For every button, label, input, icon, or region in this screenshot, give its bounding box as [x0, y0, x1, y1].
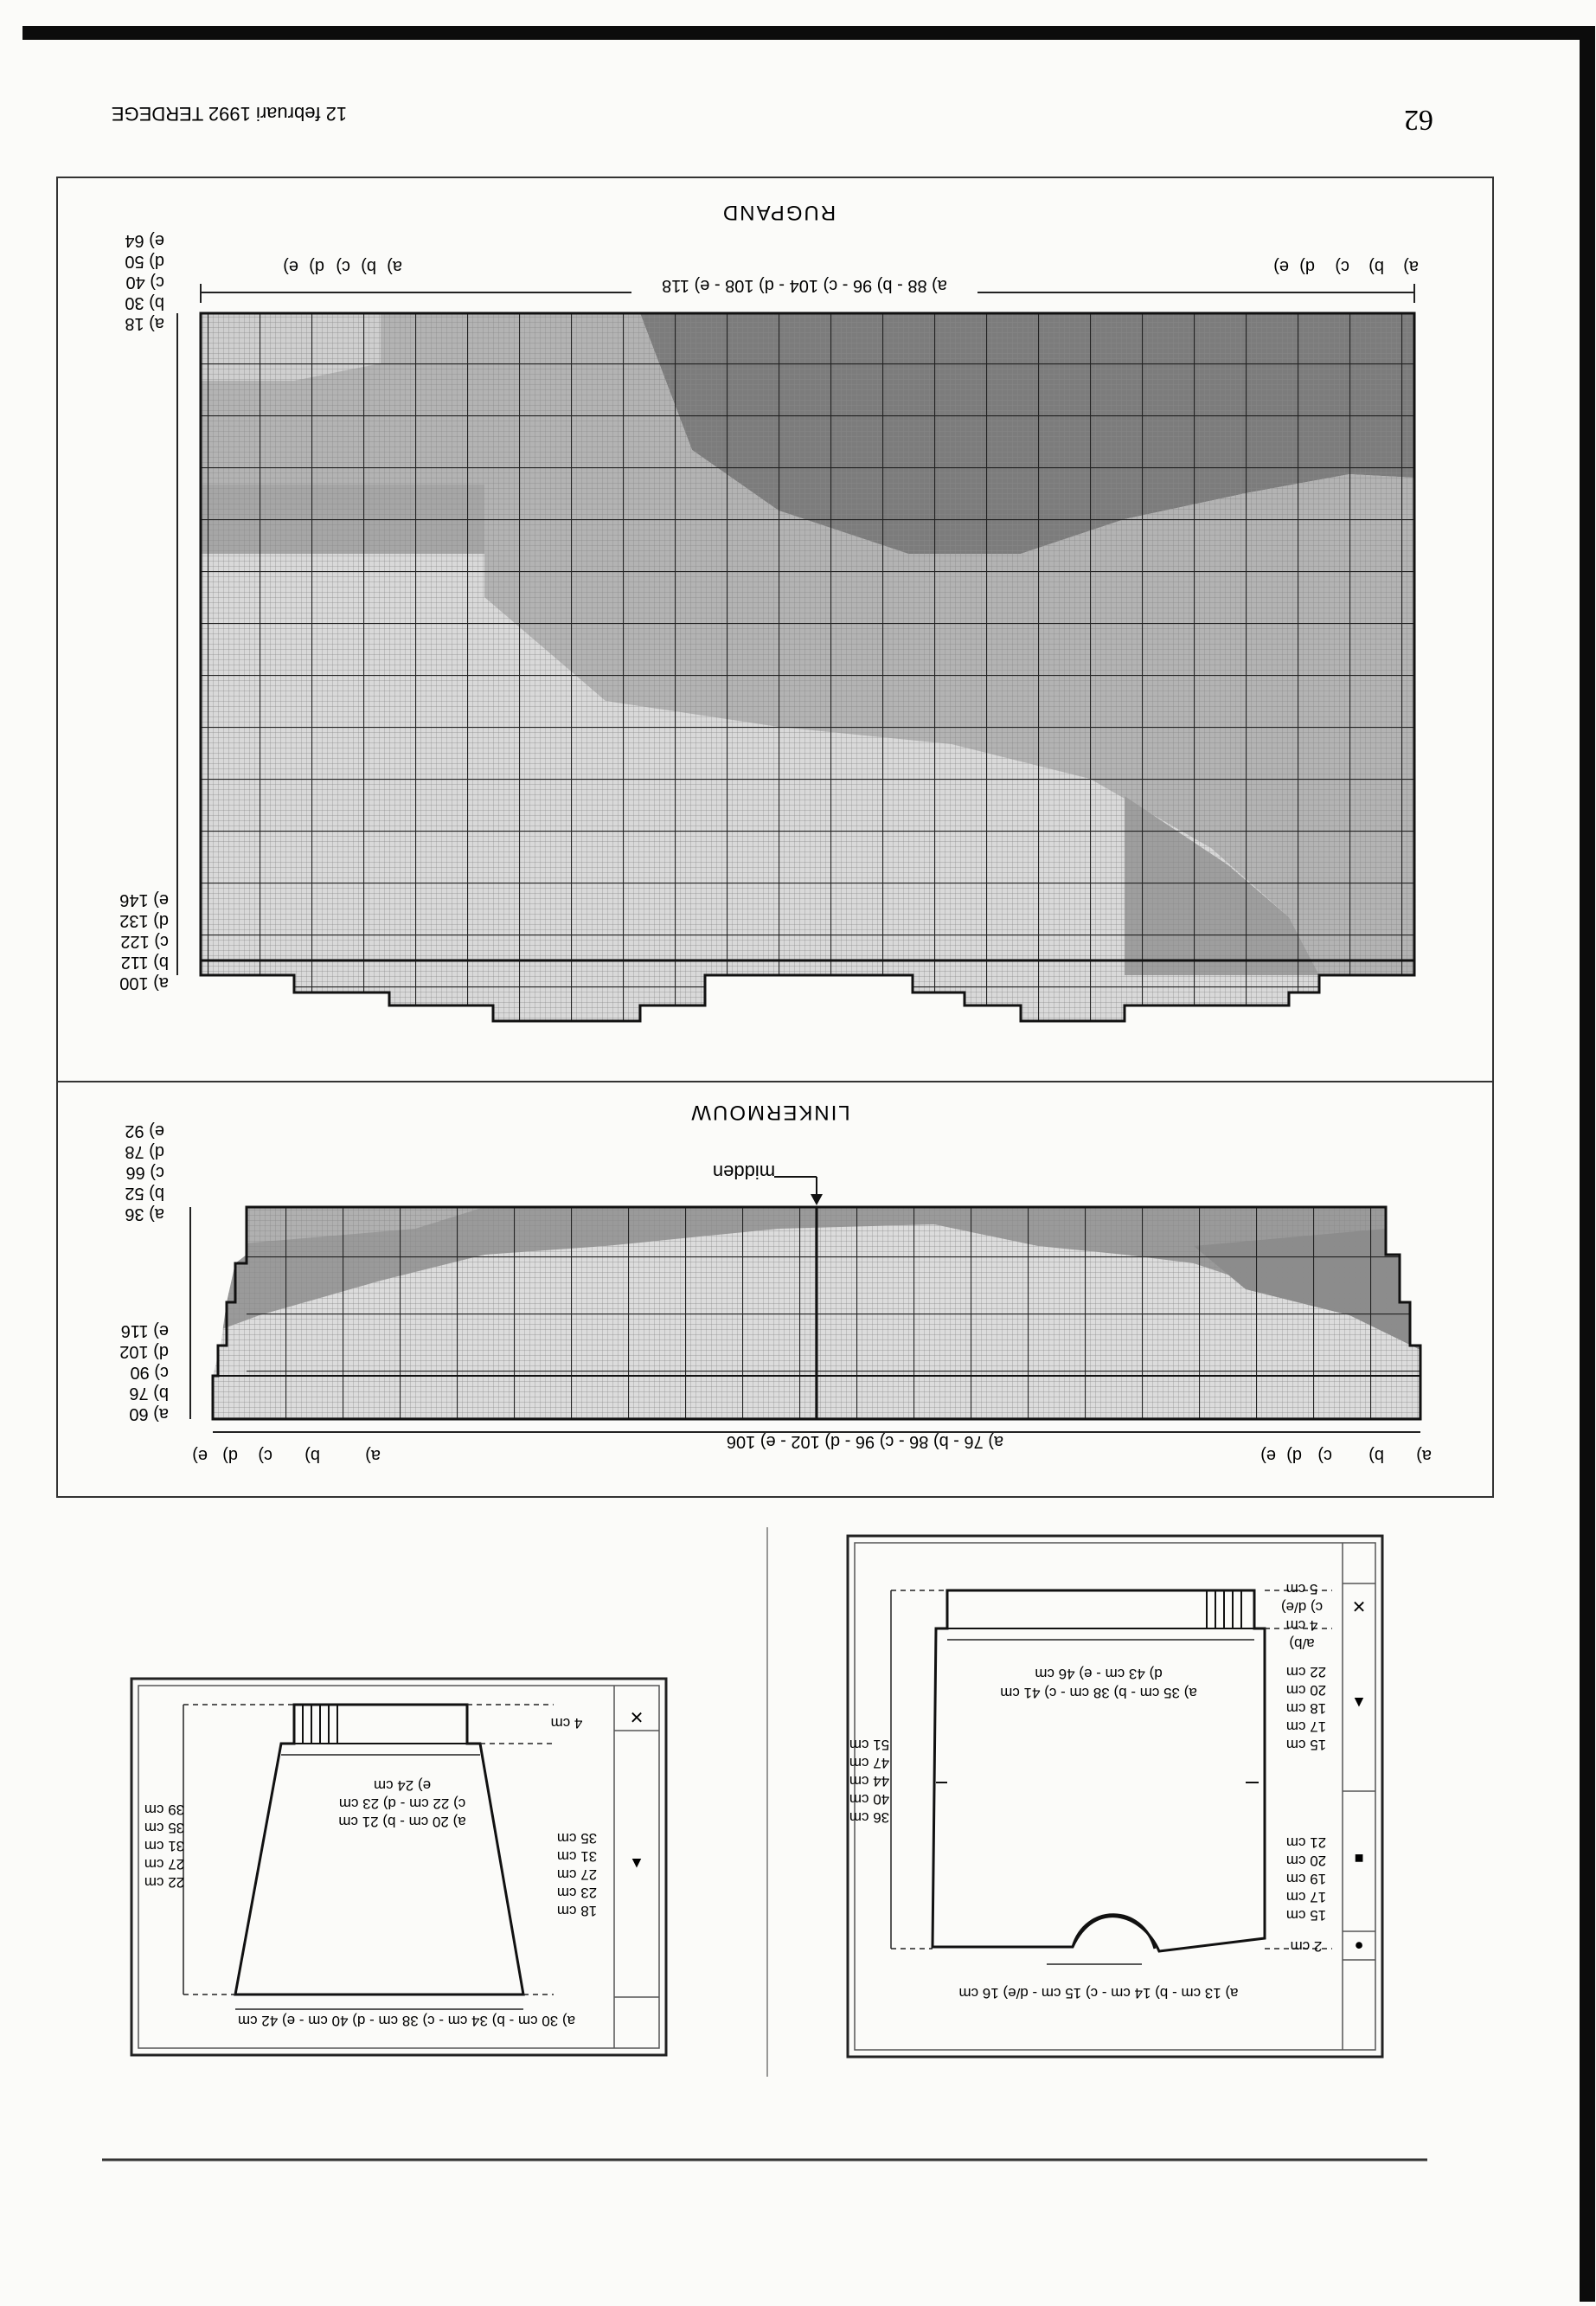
svg-text:21 cm: 21 cm — [1285, 1834, 1327, 1851]
svg-text:a) 35 cm - b) 38 cm - c) 41 cm: a) 35 cm - b) 38 cm - c) 41 cm — [1000, 1685, 1197, 1701]
svg-text:c) 66: c) 66 — [125, 1163, 164, 1182]
svg-text:e) 92: e) 92 — [125, 1121, 164, 1140]
svg-text:d) 102: d) 102 — [119, 1342, 169, 1361]
svg-text:a): a) — [387, 257, 402, 276]
svg-text:31 cm: 31 cm — [556, 1848, 598, 1865]
svg-text:20 cm: 20 cm — [1285, 1853, 1327, 1869]
midden-marker — [811, 1194, 823, 1205]
svg-text:a): a) — [1403, 257, 1419, 276]
svg-text:c) 40: c) 40 — [125, 273, 164, 292]
linkermouw-size-marks-right — [192, 1446, 381, 1465]
rugpand-chart-grid — [173, 294, 1436, 1057]
issue-line — [112, 103, 347, 125]
svg-text:a) 60: a) 60 — [129, 1404, 169, 1423]
rugpand-top-row-labels — [125, 231, 164, 333]
svg-text:35 cm: 35 cm — [144, 1820, 185, 1836]
sleeve-legend-triangle-symbol — [629, 1855, 644, 1872]
svg-text:d) 132: d) 132 — [119, 911, 169, 930]
linkermouw-title — [689, 1101, 849, 1124]
legend-square-symbol — [1355, 1850, 1364, 1867]
svg-text:a): a) — [365, 1446, 381, 1465]
svg-text:12 februari 1992 TERDEGE: 12 februari 1992 TERDEGE — [111, 103, 348, 125]
legend-triangle-values — [1286, 1664, 1326, 1753]
svg-text:b): b) — [361, 257, 376, 276]
svg-text:17 cm: 17 cm — [1285, 1889, 1327, 1905]
svg-text:17 cm: 17 cm — [1285, 1718, 1327, 1735]
legend-x-symbol — [1352, 1594, 1365, 1620]
svg-text:a) 88 - b) 96 - c) 104 - d) 10: a) 88 - b) 96 - c) 104 - d) 108 - e) 118 — [662, 276, 947, 295]
svg-text:c) d/e): c) d/e) — [1280, 1599, 1324, 1615]
svg-text:d) 78: d) 78 — [125, 1142, 164, 1161]
body-height-labels — [849, 1737, 889, 1826]
svg-text:a) 20 cm - b) 21 cm: a) 20 cm - b) 21 cm — [338, 1814, 466, 1830]
svg-text:e): e) — [192, 1446, 208, 1465]
svg-text:e): e) — [283, 257, 298, 276]
svg-text:d): d) — [1286, 1446, 1302, 1465]
svg-text:c) 90: c) 90 — [130, 1363, 169, 1382]
svg-text:e) 116: e) 116 — [120, 1321, 169, 1340]
svg-text:d): d) — [1299, 257, 1315, 276]
svg-text:a) 30 cm - b) 34 cm - c) 38 cm: a) 30 cm - b) 34 cm - c) 38 cm - d) 40 cm - e) 42 cm — [237, 2013, 576, 2029]
svg-text:18 cm: 18 cm — [556, 1903, 598, 1919]
svg-text:e) 24 cm: e) 24 cm — [373, 1777, 432, 1794]
svg-text:a): a) — [1416, 1446, 1432, 1465]
svg-text:e): e) — [1273, 257, 1289, 276]
svg-text:c): c) — [1335, 257, 1349, 276]
rugpand-title — [721, 201, 836, 224]
body-outline — [933, 1590, 1265, 1951]
sleeve-legend-triangle-values — [557, 1830, 597, 1919]
svg-text:47 cm: 47 cm — [849, 1755, 890, 1771]
svg-text:22 cm: 22 cm — [1285, 1664, 1327, 1680]
sleeve-height-labels — [144, 1802, 184, 1891]
svg-text:▲: ▲ — [629, 1855, 644, 1872]
svg-text:23 cm: 23 cm — [556, 1885, 598, 1901]
svg-text:4 cm: 4 cm — [550, 1715, 583, 1731]
svg-text:b) 112: b) 112 — [120, 953, 169, 972]
svg-text:35 cm: 35 cm — [556, 1830, 598, 1847]
legend-triangle-symbol — [1351, 1694, 1367, 1712]
svg-text:a) 36: a) 36 — [125, 1204, 164, 1224]
svg-text:d) 43 cm - e) 46 cm: d) 43 cm - e) 46 cm — [1035, 1666, 1163, 1682]
svg-text:18 cm: 18 cm — [1285, 1700, 1327, 1717]
svg-text:RUGPAND: RUGPAND — [721, 201, 836, 224]
linkermouw-top-row-labels — [125, 1121, 164, 1224]
svg-text:a) 76 - b) 86 - c) 96 - d) 102: a) 76 - b) 86 - c) 96 - d) 102 - e) 106 — [726, 1432, 1004, 1451]
svg-text:e) 146: e) 146 — [119, 890, 169, 909]
svg-text:d) 50: d) 50 — [125, 252, 164, 271]
legend-dot-value — [1291, 1938, 1323, 1955]
svg-text:b): b) — [1368, 257, 1384, 276]
svg-text:c): c) — [1317, 1446, 1332, 1465]
right-black-border — [1580, 26, 1595, 2302]
rugpand-width-label — [631, 276, 977, 301]
svg-text:15 cm: 15 cm — [1285, 1907, 1327, 1924]
svg-text:27 cm: 27 cm — [144, 1856, 185, 1872]
svg-text:c) 22 cm - d) 23 cm: c) 22 cm - d) 23 cm — [338, 1795, 466, 1812]
linkermouw-bottom-row-labels — [119, 1321, 169, 1423]
legend-dot-symbol — [1355, 1937, 1364, 1955]
svg-text:36 cm: 36 cm — [849, 1809, 890, 1826]
midden-label — [713, 1161, 775, 1183]
svg-text:a/b): a/b) — [1289, 1635, 1315, 1652]
svg-text:b) 30: b) 30 — [125, 293, 164, 312]
svg-text:LINKERMOUW: LINKERMOUW — [689, 1101, 850, 1124]
top-black-border — [22, 26, 1595, 40]
rugpand-size-marks-left — [1273, 257, 1419, 276]
svg-text:19 cm: 19 cm — [1285, 1871, 1327, 1887]
svg-text:40 cm: 40 cm — [849, 1791, 890, 1808]
svg-text:51 cm: 51 cm — [849, 1737, 890, 1753]
svg-text:b) 76: b) 76 — [129, 1384, 169, 1403]
svg-text:62: 62 — [1404, 104, 1433, 136]
svg-text:39 cm: 39 cm — [144, 1802, 185, 1818]
rugpand-size-marks-right — [283, 257, 402, 276]
svg-text:●: ● — [1354, 1937, 1364, 1955]
legend-square-values — [1286, 1834, 1326, 1924]
svg-text:22 cm: 22 cm — [144, 1874, 185, 1891]
sleeve-width-label — [238, 2013, 575, 2029]
svg-text:b) 52: b) 52 — [125, 1184, 164, 1203]
svg-text:27 cm: 27 cm — [556, 1866, 598, 1883]
page-number — [1404, 104, 1433, 136]
rugpand-bottom-row-labels — [119, 890, 169, 992]
svg-text:d): d) — [309, 257, 324, 276]
svg-text:▲: ▲ — [1351, 1694, 1367, 1712]
svg-text:×: × — [1352, 1594, 1366, 1620]
svg-text:31 cm: 31 cm — [144, 1838, 185, 1854]
svg-text:a) 100: a) 100 — [119, 973, 169, 992]
svg-text:15 cm: 15 cm — [1285, 1737, 1327, 1753]
svg-text:2 cm: 2 cm — [1290, 1938, 1323, 1955]
svg-text:b): b) — [304, 1446, 320, 1465]
svg-text:c) 122: c) 122 — [120, 932, 169, 951]
linkermouw-width-label — [683, 1432, 1047, 1457]
svg-text:b): b) — [1368, 1446, 1384, 1465]
linkermouw-size-marks-left — [1260, 1446, 1432, 1465]
svg-text:c): c) — [258, 1446, 272, 1465]
svg-text:e) 64: e) 64 — [125, 231, 164, 250]
svg-text:■: ■ — [1354, 1850, 1364, 1867]
svg-text:×: × — [630, 1705, 644, 1731]
svg-text:d): d) — [222, 1446, 238, 1465]
svg-text:5 cm: 5 cm — [1285, 1581, 1318, 1597]
sleeve-legend-x-symbol — [630, 1705, 643, 1731]
svg-text:e): e) — [1260, 1446, 1276, 1465]
sleeve-cuff-label — [551, 1715, 583, 1731]
svg-text:20 cm: 20 cm — [1285, 1682, 1327, 1699]
svg-text:a) 18: a) 18 — [125, 314, 164, 333]
svg-text:4 cm: 4 cm — [1285, 1617, 1318, 1634]
svg-text:a) 13 cm - b) 14 cm - c) 15 cm: a) 13 cm - b) 14 cm - c) 15 cm - d/e) 16 cm — [958, 1985, 1239, 2001]
svg-text:44 cm: 44 cm — [849, 1773, 890, 1789]
body-width-label — [958, 1985, 1238, 2001]
svg-text:c): c) — [336, 257, 350, 276]
svg-text:midden: midden — [712, 1161, 776, 1183]
